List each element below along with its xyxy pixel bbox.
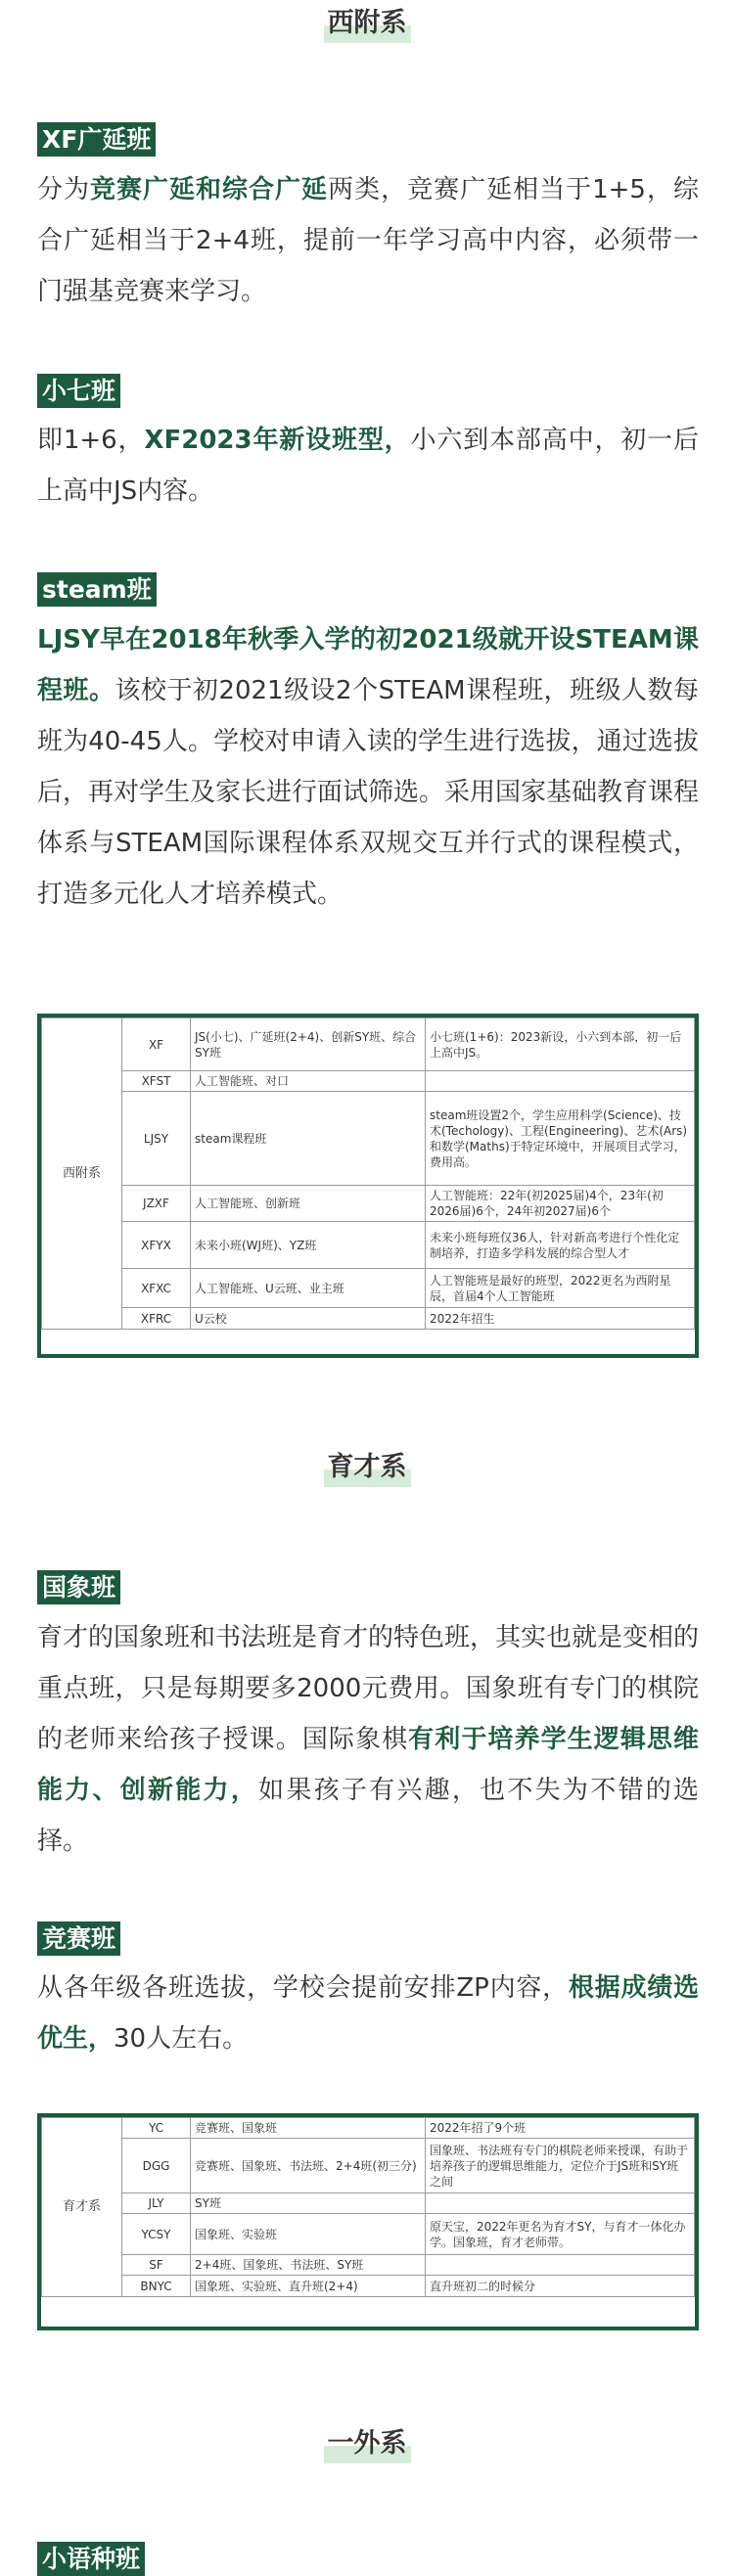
- note-cell: 小七班(1+6)：2023新设，小六到本部，初一后上高中JS。: [426, 1018, 695, 1071]
- text-run: 如果孩子有兴趣，也不失为不错的选择。: [37, 1776, 699, 1856]
- text-run: 该校于初2021级设2个STEAM课程班，班级人数每班为40-45人。学校对申请入读的学生进行选拔，通过选拔后，再对学生及家长进行面试筛选。采用国家基础教育课程体系与STEAM国际课程体系双规交互并行式的课程模式，打造多元化人才培养模式。: [37, 676, 700, 909]
- code-cell: DGG: [122, 2139, 191, 2193]
- section-title: 育才系: [324, 1448, 411, 1487]
- school-table: [41, 1017, 695, 1330]
- classes-cell: SY班: [191, 2193, 426, 2214]
- classes-cell: 未来小班(WJ班)、YZ班: [191, 1222, 426, 1269]
- classes-cell: 人工智能班、创新班: [191, 1186, 426, 1222]
- code-cell: SF: [122, 2255, 191, 2276]
- code-cell: XFXC: [122, 1269, 191, 1308]
- table-row: [42, 1269, 695, 1308]
- note-cell: [426, 2255, 695, 2276]
- table-row: [42, 1222, 695, 1269]
- tag-jingsai-class: 竞赛班: [37, 1921, 120, 1956]
- paragraph-guoxiang: [37, 1612, 699, 1867]
- table-row: [42, 1018, 695, 1071]
- classes-cell: U云校: [191, 1308, 426, 1330]
- section-header-yiwai: [0, 2424, 734, 2463]
- code-cell: JLY: [122, 2193, 191, 2214]
- note-cell: 未来小班每班仅36人，针对新高考进行个性化定制培养，打造多学科发展的综合型人才: [426, 1222, 695, 1269]
- classes-cell: 国象班、实验班: [191, 2214, 426, 2255]
- text-run: 分为: [37, 175, 91, 204]
- code-cell: XFST: [122, 1071, 191, 1092]
- paragraph-xiaoqi: [37, 415, 699, 517]
- table-row: [42, 2214, 695, 2255]
- note-cell: [426, 2193, 695, 2214]
- code-cell: BNYC: [122, 2276, 191, 2297]
- note-cell: [426, 1071, 695, 1092]
- code-cell: YCSY: [122, 2214, 191, 2255]
- section-title: 西附系: [324, 4, 411, 43]
- tag-guoxiang-class: 国象班: [37, 1570, 120, 1604]
- note-cell: 直升班初二的时候分: [426, 2276, 695, 2297]
- note-cell: 国象班、书法班有专门的棋院老师来授课，有助于培养孩子的逻辑思维能力，定位介于JS班和SY班之间: [426, 2139, 695, 2193]
- code-cell: XF: [122, 1018, 191, 1071]
- classes-cell: JS(小七)、广延班(2+4)、创新SY班、综合SY班: [191, 1018, 426, 1071]
- table-row: [42, 1092, 695, 1186]
- school-table: [41, 2117, 695, 2297]
- classes-cell: 2+4班、国象班、书法班、SY班: [191, 2255, 426, 2276]
- text-run: 小六到本部高中，初一后上高中JS内容。: [37, 426, 700, 506]
- paragraph-xf: [37, 164, 699, 317]
- table-row: [42, 1186, 695, 1222]
- note-cell: 人工智能班：22年(初2025届)4个，23年(初2026届)6个，24年初2027届)6个: [426, 1186, 695, 1222]
- text-run: 育才的国象班和书法班是育才的特色班，其实也就是变相的重点班，只是每期要多2000元费用。国象班有专门的棋院的老师来给孩子授课。国际象棋: [37, 1623, 700, 1754]
- classes-cell: 竞赛班、国象班、书法班、2+4班(初三分): [191, 2139, 426, 2193]
- classes-cell: steam课程班: [191, 1092, 426, 1186]
- text-run: 两类，竞赛广延相当于1+5，综合广延相当于2+4班，提前一年学习高中内容，必须带一门强基竞赛来学习。: [37, 175, 699, 306]
- code-cell: LJSY: [122, 1092, 191, 1186]
- highlight-text: 根据成绩选优生，: [37, 1973, 699, 2054]
- tag-steam-class: steam班: [37, 572, 157, 607]
- code-cell: JZXF: [122, 1186, 191, 1222]
- highlight-text: XF2023年新设班型，: [144, 426, 411, 455]
- yucai-school-table: [37, 2113, 699, 2330]
- table-row: [42, 2118, 695, 2139]
- group-cell: 西附系: [42, 1018, 122, 1330]
- table-row: [42, 1308, 695, 1330]
- classes-cell: 人工智能班、对口: [191, 1071, 426, 1092]
- note-cell: 原天宝，2022年更名为育才SY，与育才一体化办学。国象班，育才老师带。: [426, 2214, 695, 2255]
- highlight-text: LJSY早在2018年秋季入学的初2021级就开设STEAM课程班。: [37, 625, 699, 705]
- text-run: 30人左右。: [114, 2024, 249, 2054]
- xifu-school-table: [37, 1014, 699, 1358]
- note-cell: 2022年招了9个班: [426, 2118, 695, 2139]
- table-row: [42, 2193, 695, 2214]
- paragraph-jingsai: [37, 1963, 699, 2064]
- highlight-text: 竞赛广延和综合广延: [90, 175, 329, 204]
- section-title: 一外系: [324, 2424, 411, 2463]
- code-cell: XFYX: [122, 1222, 191, 1269]
- highlight-text: 有利于培养学生逻辑思维能力、创新能力，: [37, 1725, 699, 1805]
- tag-xf-class: XF广延班: [37, 122, 156, 157]
- note-cell: steam班设置2个，学生应用科学(Science)、技术(Techology)、工程(Engineering)、艺术(Ars)和数学(Maths)于特定环境中，开展项目式学习，费用高。: [426, 1092, 695, 1186]
- text-run: 从各年级各班选拔，学校会提前安排ZP内容，: [37, 1973, 569, 2003]
- classes-cell: 人工智能班、U云班、业主班: [191, 1269, 426, 1308]
- table-row: [42, 2255, 695, 2276]
- table-row: [42, 2139, 695, 2193]
- text-run: 即1+6，: [37, 426, 145, 455]
- section-header-yucai: [0, 1448, 734, 1487]
- group-cell: 育才系: [42, 2118, 122, 2297]
- note-cell: 2022年招生: [426, 1308, 695, 1330]
- table-row: [42, 2276, 695, 2297]
- paragraph-steam: [37, 614, 699, 920]
- code-cell: XFRC: [122, 1308, 191, 1330]
- section-header-xifu: [0, 4, 734, 43]
- code-cell: YC: [122, 2118, 191, 2139]
- classes-cell: 国象班、实验班、直升班(2+4): [191, 2276, 426, 2297]
- table-row: [42, 1071, 695, 1092]
- tag-xiaoyuzhong-class: 小语种班: [37, 2542, 145, 2576]
- tag-xiaoqi-class: 小七班: [37, 374, 120, 408]
- note-cell: 人工智能班是最好的班型，2022更名为西附星辰，首届4个人工智能班: [426, 1269, 695, 1308]
- classes-cell: 竞赛班、国象班: [191, 2118, 426, 2139]
